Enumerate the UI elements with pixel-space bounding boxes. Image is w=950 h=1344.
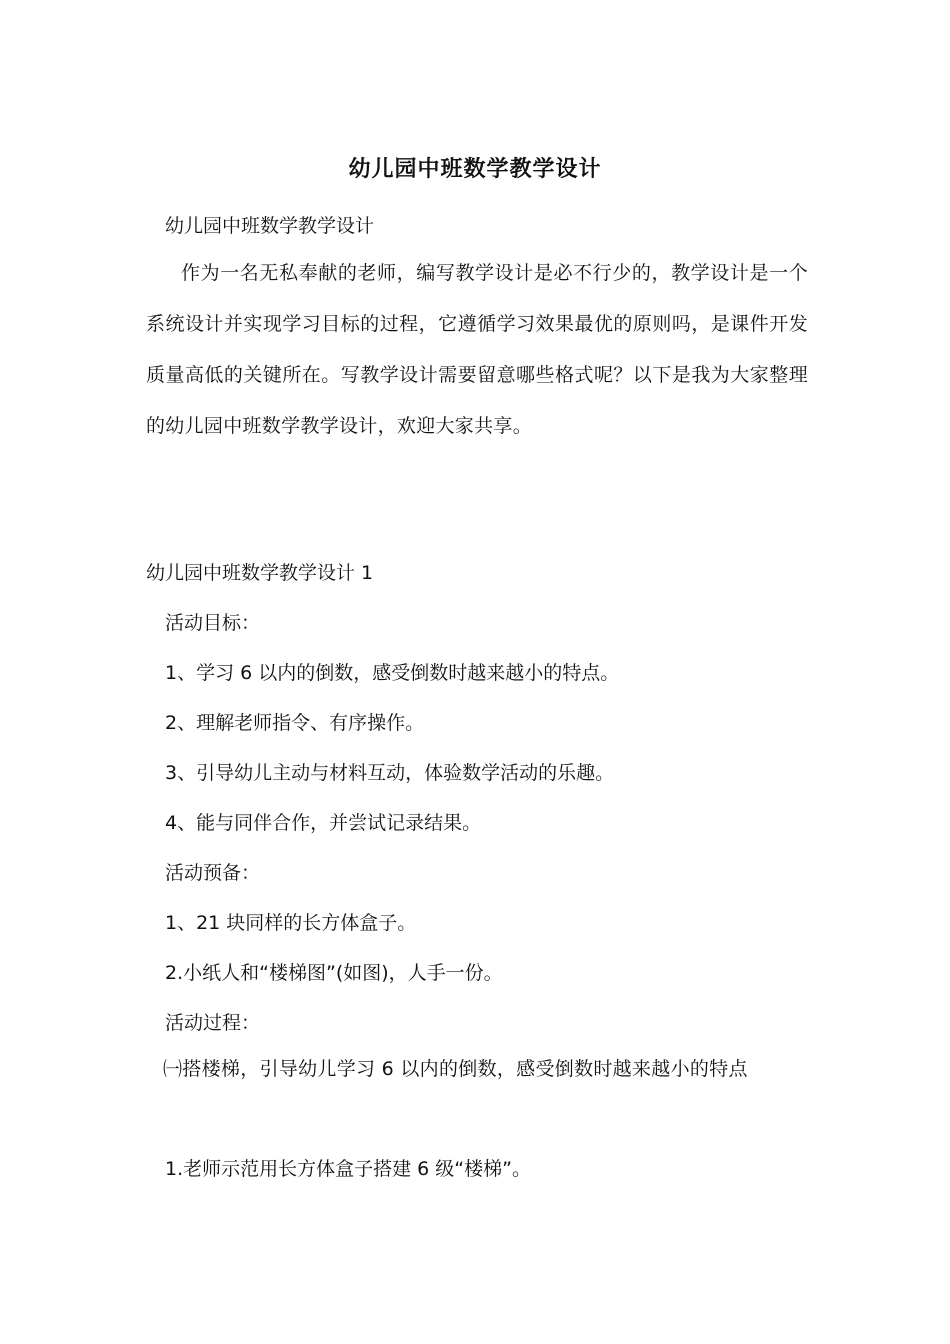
goal-item-1: 1、学习 6 以内的倒数，感受倒数时越来越小的特点。 <box>165 662 620 684</box>
document-title: 幼儿园中班数学教学设计 <box>348 157 602 182</box>
document-subtitle: 幼儿园中班数学教学设计 <box>165 215 375 237</box>
section-heading: 幼儿园中班数学教学设计 1 <box>146 562 374 584</box>
process-step-1: ㈠搭楼梯，引导幼儿学习 6 以内的倒数，感受倒数时越来越小的特点 <box>163 1058 748 1080</box>
goal-item-4: 4、能与同伴合作，并尝试记录结果。 <box>165 812 482 834</box>
process-step-1-sub: 1.老师示范用长方体盒子搭建 6 级“楼梯”。 <box>165 1158 531 1180</box>
goal-item-2: 2、理解老师指令、有序操作。 <box>165 712 425 734</box>
prep-item-2: 2.小纸人和“楼梯图”(如图)，人手一份。 <box>165 962 503 984</box>
goal-item-3: 3、引导幼儿主动与材料互动，体验数学活动的乐趣。 <box>165 762 615 784</box>
intro-paragraph: 作为一名无私奉献的老师，编写教学设计是必不行少的，教学设计是一个系统设计并实现学习目标的过程，它遵循学习效果最优的原则吗，是课件开发质量高低的关键所在。写教学设计需要留意哪些格式呢？以下是我为大家整理的幼儿园中班数学教学设计，欢迎大家共享。 <box>146 262 808 437</box>
process-label: 活动过程： <box>165 1012 261 1034</box>
prep-label: 活动预备： <box>165 862 261 884</box>
goals-label: 活动目标： <box>165 612 261 634</box>
prep-item-1: 1、21 块同样的长方体盒子。 <box>165 912 417 934</box>
